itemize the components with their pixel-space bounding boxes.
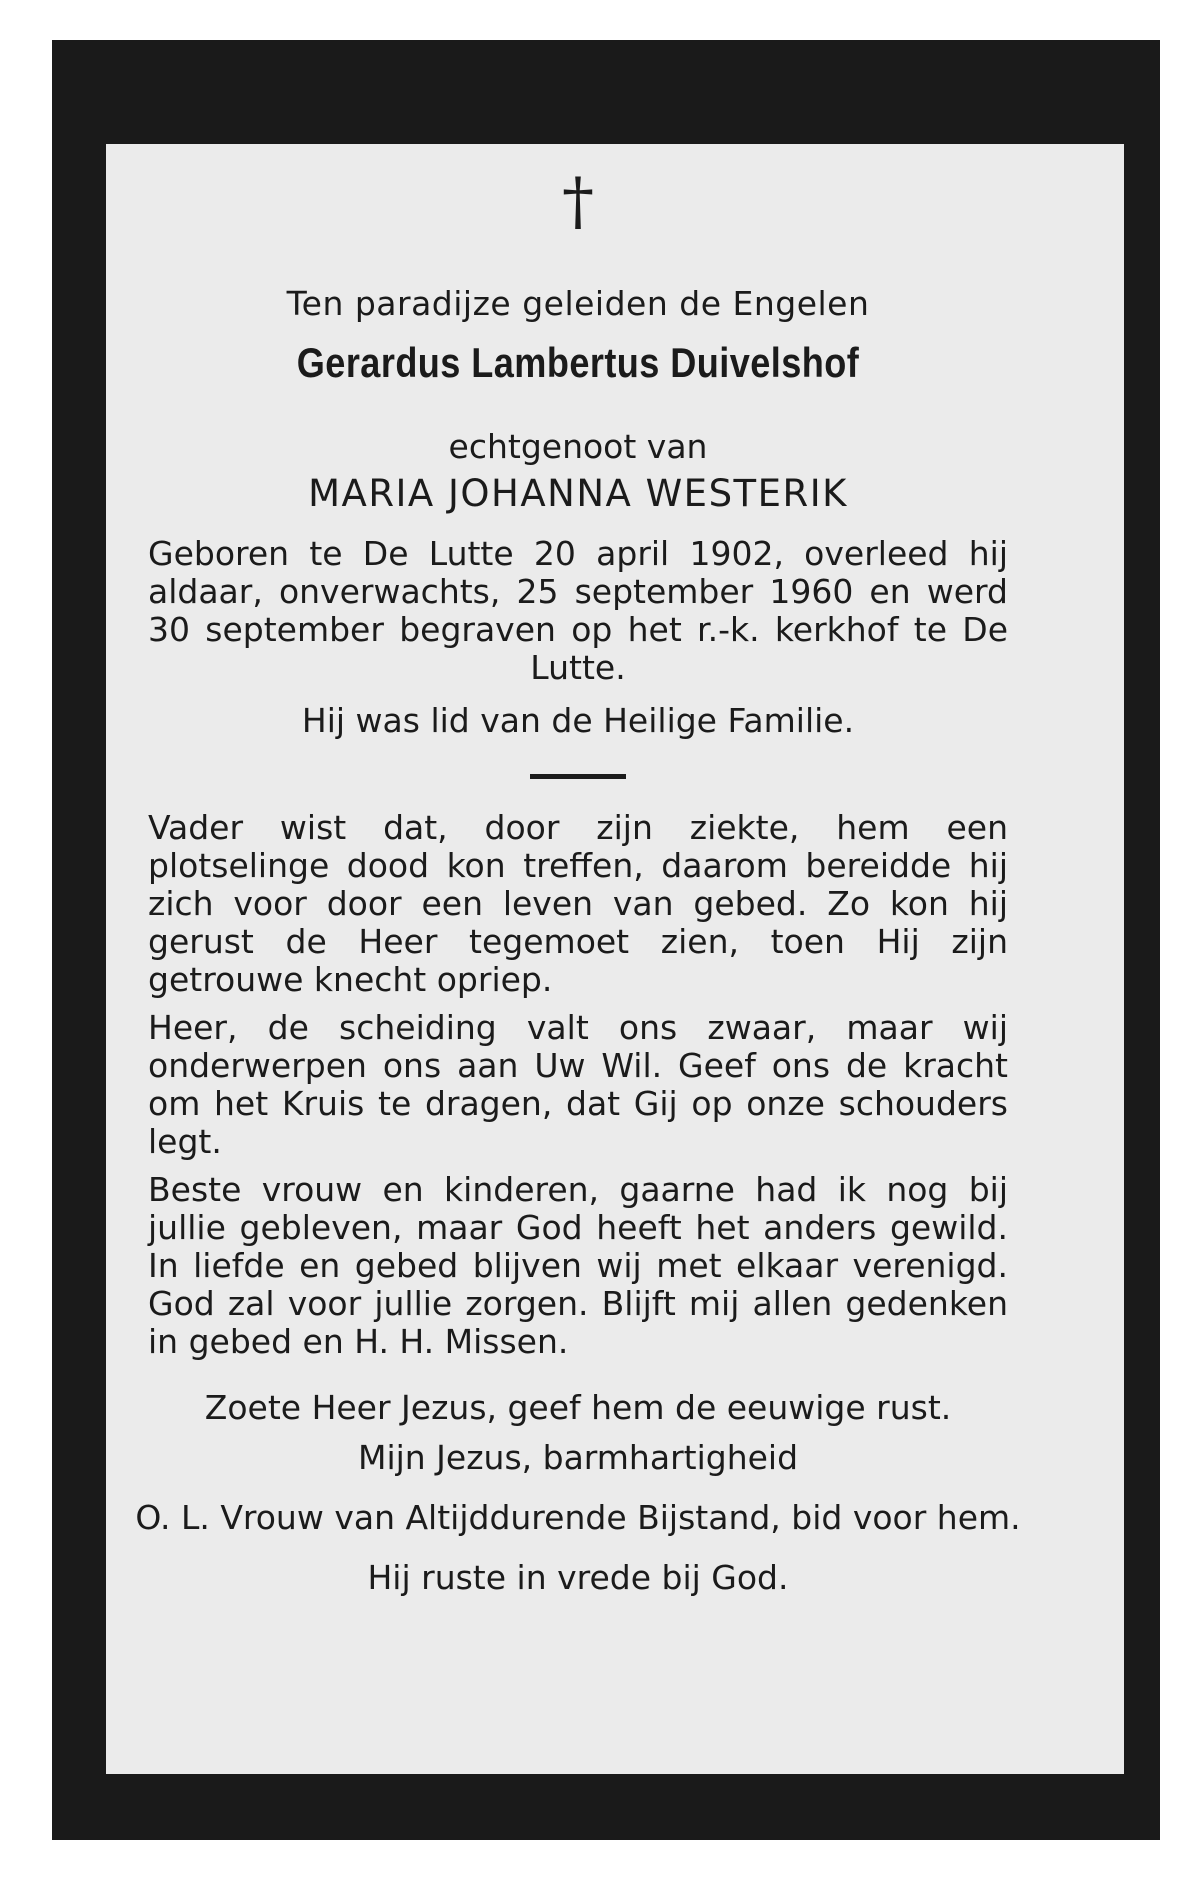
paragraph-prayer: Heer, de scheiding valt ons zwaar, maar wij onderwerpen ons aan Uw Wil. Geef ons de kracht om het Kruis te dragen, dat Gij op onze schouders legt. — [148, 1008, 1008, 1161]
paragraph-father: Vader wist dat, door zijn ziekte, hem een plotselinge dood kon treffen, daarom bereidde hij zich voor door een leven van gebed. Zo kon hij gerust de Heer tegemoet zien, toen Hij zijn getrouwe knecht opriep. — [148, 808, 1008, 999]
intro-line: Ten paradijze geleiden de Engelen — [286, 284, 870, 323]
cross-icon: † — [562, 165, 594, 239]
spouse-name: MARIA JOHANNA WESTERIK — [308, 472, 848, 515]
closing-prayer-mary: O. L. Vrouw van Altijddurende Bijstand, bid voor hem. — [135, 1498, 1021, 1537]
closing-rest-in-peace: Hij ruste in vrede bij God. — [367, 1558, 789, 1597]
card-content — [128, 160, 1028, 1597]
closing-prayer-mercy: Mijn Jezus, barmhartigheid — [357, 1438, 799, 1477]
biography-text: Geboren te De Lutte 20 april 1902, overleed hij aldaar, onverwachts, 25 september 1960 en werd 30 september begraven op het r.-k. kerkhof te De Lutte. — [148, 534, 1008, 687]
membership-line: Hij was lid van de Heilige Familie. — [301, 701, 855, 740]
paragraph-farewell: Beste vrouw en kinderen, gaarne had ik nog bij jullie gebleven, maar God heeft het anders gewild. In liefde en gebed blijven wij met elkaar verenigd. God zal voor jullie zorgen. Blijft mij allen gedenken in gebed en H. H. Missen. — [148, 1170, 1008, 1361]
divider-line — [530, 774, 626, 779]
closing-prayer-rest: Zoete Heer Jezus, geef hem de eeuwige rust. — [204, 1388, 952, 1427]
deceased-name: Gerardus Lambertus Duivelshof — [296, 339, 860, 386]
spouse-label: echtgenoot van — [448, 427, 708, 466]
